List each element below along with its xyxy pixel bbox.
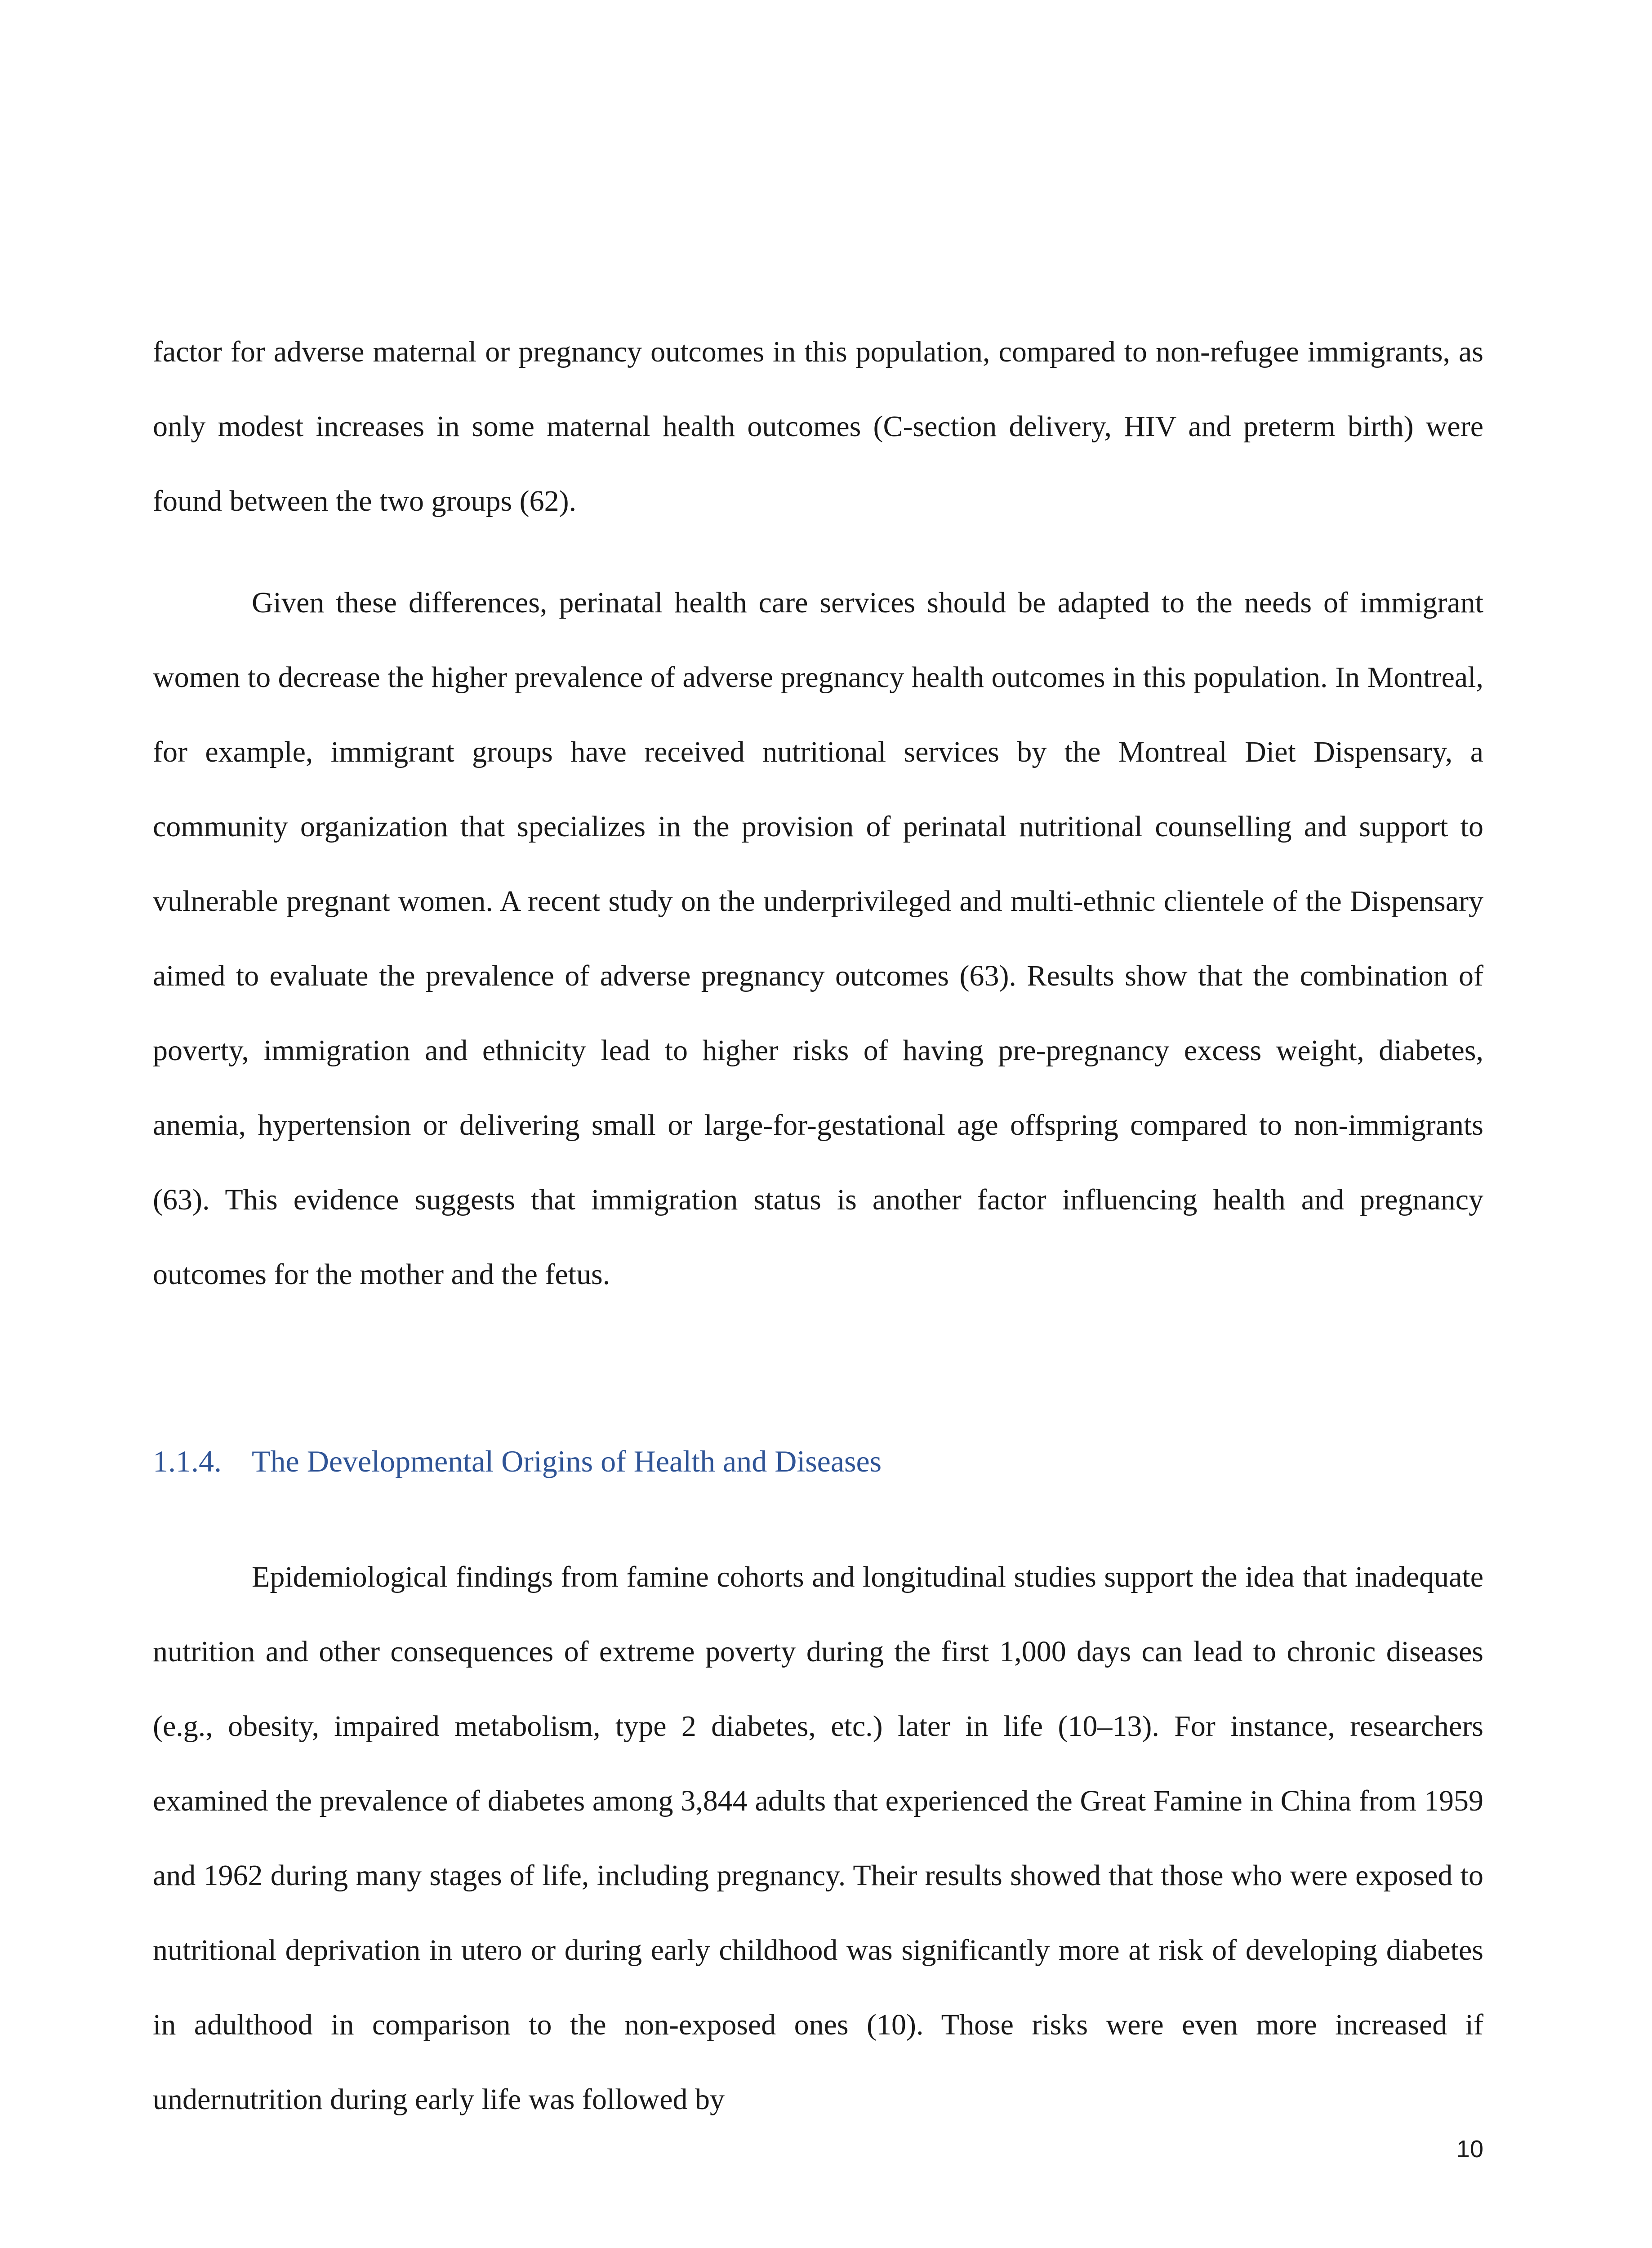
paragraph-perinatal-services: Given these differences, perinatal health care services should be adapted to the needs of immigrant women to decrease the higher prevalence of adverse pregnancy health outcomes in this population. In Montreal, for example, immigrant groups have received nutritional services by the Montreal Diet Dispensary, a community organization that specializes in the provision of perinatal nutritional counselling and support to vulnerable pregnant women. A recent study on the underprivileged and multi-ethnic clientele of the Dispensary aimed to evaluate the prevalence of adverse pregnancy outcomes (63). Results show that the combination of poverty, immigration and ethnicity lead to higher risks of having pre-pregnancy excess weight, diabetes, anemia, hypertension or delivering small or large-for-gestational age offspring compared to non-immigrants (63). This evidence suggests that immigration status is another factor influencing health and pregnancy outcomes for the mother and the fetus. bbox=[153, 586, 1483, 1291]
paragraph-continued: factor for adverse maternal or pregnancy outcomes in this population, compared to non-refugee immigrants, as only modest increases in some maternal health outcomes (C-section delivery, HIV and preterm birth) were found between the two groups (62). bbox=[153, 335, 1483, 517]
paragraph-developmental-origins: Epidemiological findings from famine cohorts and longitudinal studies support the idea that inadequate nutrition and other consequences of extreme poverty during the first 1,000 days can lead to chronic diseases (e.g., obesity, impaired metabolism, type 2 diabetes, etc.) later in life (10–13). For instance, researchers examined the prevalence of diabetes among 3,844 adults that experienced the Great Famine in China from 1959 and 1962 during many stages of life, including pregnancy. Their results showed that those who were exposed to nutritional deprivation in utero or during early childhood was significantly more at risk of developing diabetes in adulthood in comparison to the non-exposed ones (10). Those risks were even more increased if undernutrition during early life was followed by bbox=[153, 1561, 1483, 2116]
page-number: 10 bbox=[1456, 2136, 1483, 2163]
section-number: 1.1.4. bbox=[153, 1444, 222, 1478]
section-title: The Developmental Origins of Health and Diseases bbox=[252, 1444, 882, 1478]
section-heading bbox=[153, 1436, 882, 1486]
